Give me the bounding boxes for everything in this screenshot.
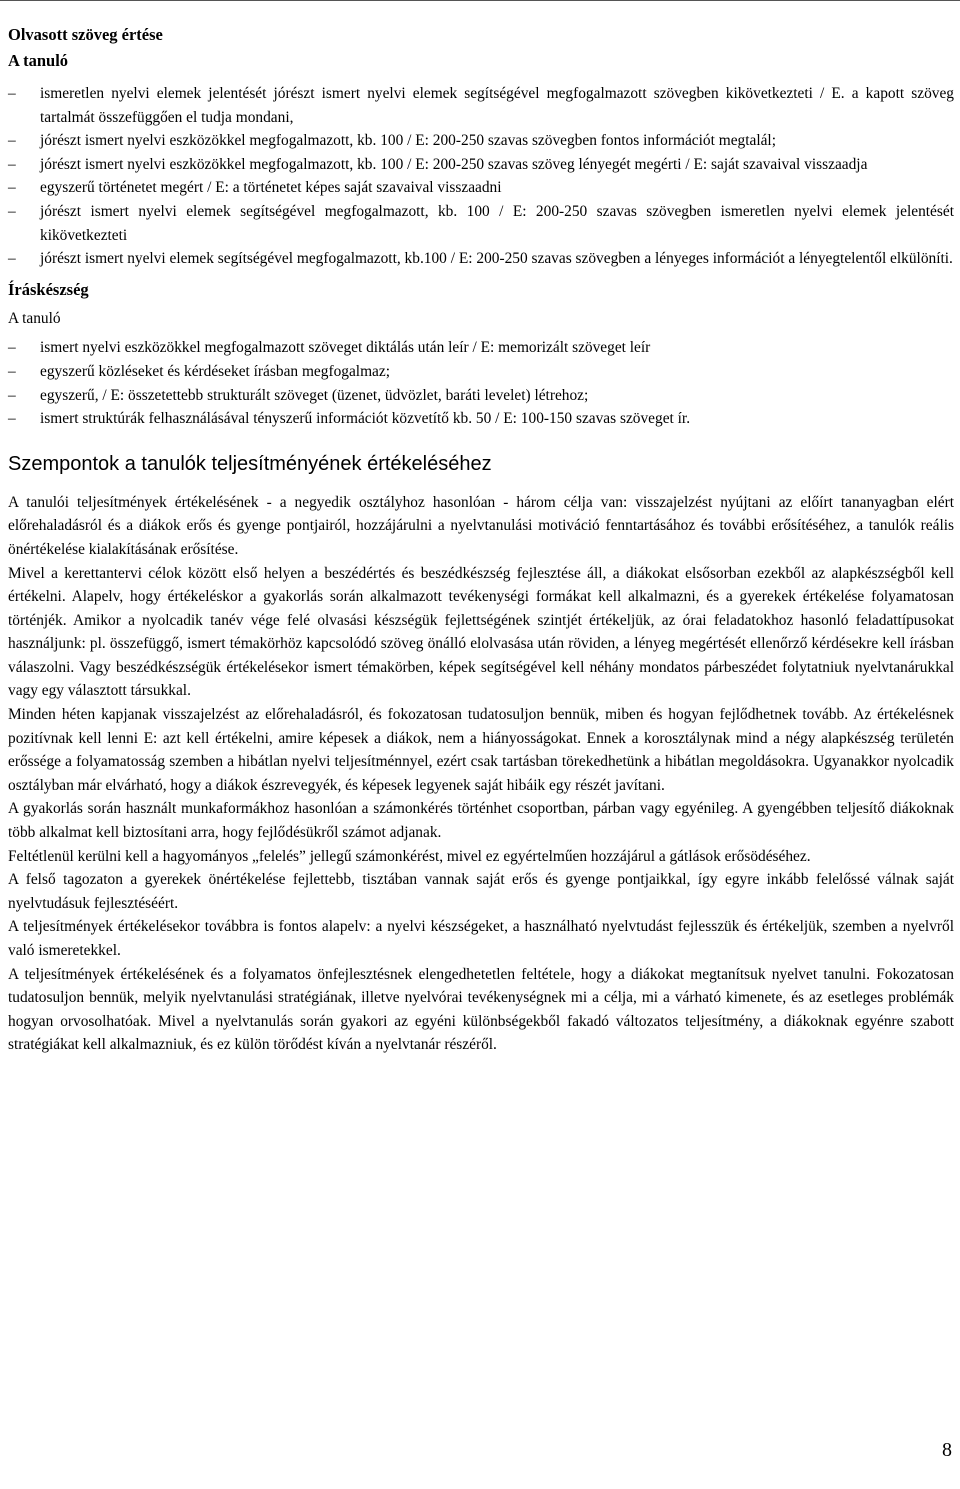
dash-bullet: – — [8, 386, 16, 404]
paragraph: A tanulói teljesítmények értékelésének - a negyedik osztályhoz hasonlóan - három célja van: visszajelzést nyújtani az előírt tananyagban elért előrehaladásról és a diákok erős és gyenge pontjairól, hozzájárulni a nyelvtanulási motiváció fenntartásához és további erősítéséhez, a tanulók reális önértékelése kialakításának erősítése. — [8, 493, 954, 558]
top-border — [0, 0, 960, 1]
page-number: 8 — [942, 1439, 952, 1461]
list-item: – egyszerű történetet megért / E: a történetet képes saját szavaival visszaadni — [8, 176, 954, 200]
list-item: – egyszerű közléseket és kérdéseket írásban megfogalmaz; — [8, 360, 954, 384]
dash-bullet: – — [8, 85, 16, 102]
paragraph: A teljesítmények értékelésének és a folyamatos önfejlesztésnek elengedhetetlen feltétele, hogy a diákokat megtanítsuk nyelvet tanulni. Fokozatosan tudatosuljon bennük, melyik nyelvtanulási stratégiának, illetve nyelvórai tevékenységnek mi a célja, mi a várható kimenete, és az esetleges problémák hogyan orvosolhatóak. Mivel a nyelvtanulás során gyakori az egyéni különbségekből fakadó változatos teljesítmény, a diákoknak egyénre szabott stratégiákat kell alkalmazniuk, és ez külön törődést kíván a nyelvtanár részéről. — [8, 965, 954, 1054]
paragraph: A felső tagozaton a gyerekek önértékelése fejlettebb, tisztában vannak saját erős és gyenge pontjaikkal, így egyre inkább felelőssé válnak saját nyelvtudásuk fejlesztéséért. — [8, 871, 954, 912]
heading-reading: Olvasott szöveg értése — [8, 25, 163, 44]
dash-bullet: – — [8, 339, 16, 357]
dash-bullet: – — [8, 132, 16, 150]
reading-list — [8, 82, 954, 271]
list-item: – jórészt ismert nyelvi elemek segítségével megfogalmazott, kb.100 / E: 200-250 szavas szövegben a lényeges információt a lényegtelentől elkülöníti. — [8, 247, 954, 271]
paragraph: A gyakorlás során használt munkaformákhoz hasonlóan a számonkérés történhet csoportban, párban vagy egyénileg. A gyengébben teljesítő diákoknak több alkalmat kell biztosítani arra, hogy fejlődésükről számot adjanak. — [8, 800, 954, 842]
list-item: – jórészt ismert nyelvi eszközökkel megfogalmazott, kb. 100 / E: 200-250 szavas szövegben fontos információt megtalál; — [8, 129, 954, 153]
dash-bullet: – — [8, 250, 16, 268]
list-item: – egyszerű, / E: összetettebb strukturált szöveget (üzenet, üdvözlet, baráti levelet) létrehoz; — [8, 384, 954, 408]
page-content — [8, 22, 954, 1057]
dash-bullet: – — [8, 202, 16, 220]
dash-bullet: – — [8, 155, 16, 173]
list-item: – jórészt ismert nyelvi eszközökkel megfogalmazott, kb. 100 / E: 200-250 szavas szöveg lényegét megérti / E: saját szavaival visszaadja — [8, 153, 954, 177]
heading-writing: Íráskészség — [8, 279, 89, 299]
writing-list — [8, 336, 954, 430]
list-item: – jórészt ismert nyelvi elemek segítségével megfogalmazott, kb. 100 / E: 200-250 szavas szövegben ismeretlen nyelvi elemek jelentését kikövetkezteti — [8, 200, 954, 247]
list-item: – ismert nyelvi eszközökkel megfogalmazott szöveget diktálás után leír / E: memorizált szöveget leír — [8, 336, 954, 360]
paragraph: Feltétlenül kerülni kell a hagyományos „felelés” jellegű számonkérést, mivel ez egyértelműen hozzájárul a gátlások erősödéséhez. — [8, 847, 811, 865]
dash-bullet: – — [8, 410, 16, 428]
dash-bullet: – — [8, 362, 16, 380]
dash-bullet: – — [8, 179, 16, 197]
heading-assessment: Szempontok a tanulók teljesítményének értékeléséhez — [8, 452, 492, 475]
list-item: – ismeretlen nyelvi elemek jelentését jórészt ismert nyelvi elemek segítségével megfogalmazott szövegben kikövetkezteti / E. a kapott szöveg tartalmát összefüggően el tudja mondani, — [8, 82, 954, 129]
writing-intro: A tanuló — [8, 309, 61, 327]
paragraph: Mivel a kerettantervi célok között első helyen a beszédértés és beszédkészség fejlesztése áll, a diákokat elsősorban ezekből az alapkészségből kell értékelni. Alapelv, hogy értékeléskor a gyakorlás során alkalmazott tevékenységi formákat kell alkalmazni, és a gyerekek értékelése folyamatosan történjék. Amikor a nyolcadik tanév vége felé olvasási készségük fejlettségének szintjét értékeljük, az órai feladatokhoz hasonló feladattípusokat használjunk: pl. összefüggő, ismert témakörhöz kapcsolódó szöveg önálló elolvasása után röviden, a lényeg megértését ellenőrző kérdésekre kell írásban válaszolni. Vagy beszédkészségük értékelésekor ismert témakörben, képek segítségével kell néhány mondatos párbeszédet folytatniuk nyelvtanárukkal vagy egy választott társukkal. — [8, 564, 954, 700]
paragraph: A teljesítmények értékelésekor továbbra is fontos alapelv: a nyelvi készségeket, a használható nyelvtudást fejlesszük és értékeljük, szemben a nyelvről való ismeretekkel. — [8, 918, 954, 959]
paragraph: Minden héten kapjanak visszajelzést az előrehaladásról, és fokozatosan tudatosuljon bennük, miben és hogyan fejlődhetnek tovább. Az értékelésnek pozitívnak kell lenni E: azt kell értékelni, amire képesek a diákok, nem a hiányosságokat. Ennek a korosztálynak mind a négy alapkészség területén erőssége a folyamatosság szemben a hibátlan nyelvi teljesítménnyel, ezért csak tartásban törekedhetünk a hibátlan megoldásokra. Ugyanakkor nyolcadik osztályban már elvárható, hogy a diákok észrevegyék, és képesek legyenek saját hibáik egy részét javítani. — [8, 706, 954, 794]
reading-intro: A tanuló — [8, 51, 69, 70]
list-item: – ismert struktúrák felhasználásával tényszerű információt közvetítő kb. 50 / E: 100-150 szavas szöveget ír. — [8, 407, 954, 431]
